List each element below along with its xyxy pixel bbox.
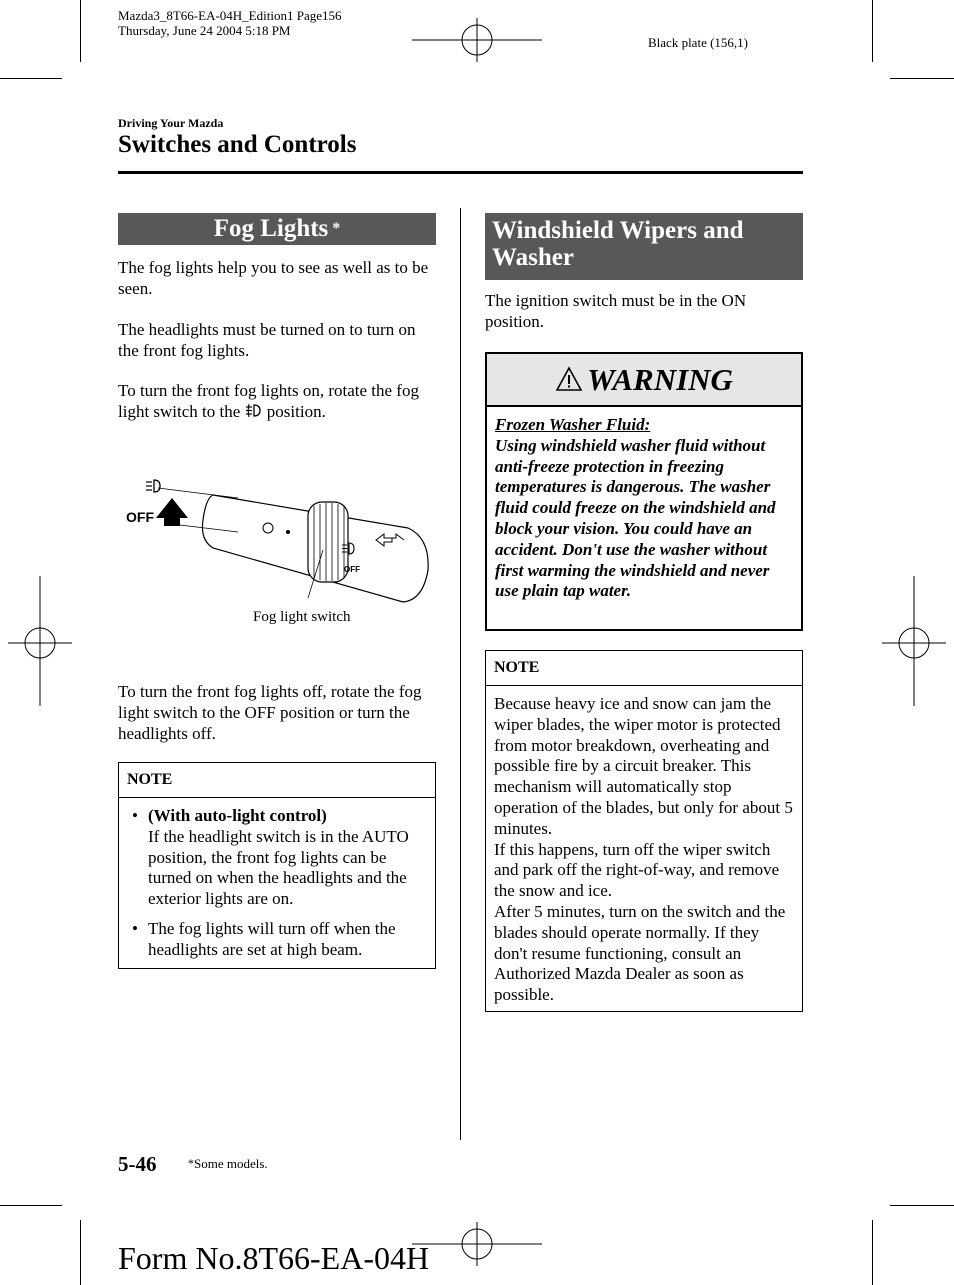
note-list: [127, 806, 427, 961]
form-number: Form No.8T66-EA-04H: [118, 1240, 430, 1276]
fog-lights-title: Fog Lights: [213, 215, 329, 242]
print-date-line: Thursday, June 24 2004 5:18 PM: [118, 23, 291, 38]
fog-para-2: The headlights must be turned on to turn on the front fog lights.: [118, 320, 416, 360]
warning-text: Using windshield washer fluid without anti-freeze protection in freezing temperatures is dangerous. The washer fluid could freeze on the windshield and block your vision. You could have an accident. Don't use the washer without first warming the windshield and never use plain tap water.: [495, 435, 776, 601]
header-rule: [118, 171, 803, 174]
note-item-text: If the headlight switch is in the AUTO position, the front fog lights can be turned on when the headlights and the exterior lights are on.: [148, 826, 409, 909]
footnote-text: Some models.: [194, 1156, 268, 1171]
note-heading: NOTE: [119, 763, 435, 798]
wipers-note-box: [485, 650, 803, 1012]
note-body: [119, 798, 435, 969]
note-paragraph: After 5 minutes, turn on the switch and the blades should operate normally. If they don't resume functioning, consult an Authorized Mazda Dealer as soon as possible.: [494, 901, 786, 1005]
crop-mark: [0, 78, 62, 79]
registration-mark: [412, 18, 542, 62]
note-heading: NOTE: [486, 651, 802, 686]
page-number: 5-46: [118, 1152, 157, 1176]
crop-mark: [872, 0, 873, 62]
crop-mark: [80, 0, 81, 62]
fog-para-1: The fog lights help you to see as well as to be seen.: [118, 258, 429, 298]
list-item: [127, 919, 427, 961]
crop-mark: [890, 1205, 954, 1206]
warning-body: [487, 407, 801, 610]
wipers-title-line-2: Washer: [492, 244, 574, 271]
crop-mark: [890, 78, 954, 79]
crop-mark: [80, 1220, 81, 1285]
warning-triangle-icon: [555, 356, 583, 382]
crop-mark: [0, 1205, 62, 1206]
fog-para-3: [118, 381, 434, 423]
note-body: [486, 686, 802, 1014]
fog-para-3-text: To turn the front fog lights on, rotate the fog light switch to the: [118, 381, 419, 421]
warning-box: [485, 352, 803, 631]
wipers-heading: [485, 213, 803, 280]
fog-para-4: To turn the front fog lights off, rotate the fog light switch to the OFF position or turn the headlights off.: [118, 682, 422, 743]
off-label: OFF: [126, 509, 154, 525]
fog-switch-illustration: [118, 470, 436, 610]
fog-lights-heading: [118, 213, 436, 245]
registration-mark: [412, 1222, 542, 1266]
warning-subtitle: Frozen Washer Fluid:: [495, 415, 651, 434]
registration-mark: [882, 576, 946, 706]
figure-caption: Fog light switch: [253, 609, 351, 625]
wipers-title-line-1: Windshield Wipers and: [492, 217, 744, 244]
up-arrow-icon: [156, 498, 188, 526]
warning-heading: WARNING: [587, 362, 733, 397]
note-paragraph: Because heavy ice and snow can jam the wiper blades, the wiper motor is protected from motor breakdown, overheating and possible fire by a circuit breaker. This mechanism will automatically stop operation of the blades, but only for about 5 minutes.: [494, 694, 793, 838]
fog-light-icon: [146, 480, 160, 492]
fog-light-icon: [245, 402, 263, 419]
plate-label: Black plate (156,1): [648, 35, 748, 50]
registration-mark: [8, 576, 72, 706]
footnote-asterisk: *: [188, 1156, 194, 1170]
section-label: Driving Your Mazda: [118, 116, 224, 130]
note-paragraph: If this happens, turn off the wiper switch and park off the right-of-way, and remove the snow and ice.: [494, 839, 780, 901]
fog-para-3-position: position.: [266, 401, 326, 421]
off-label-ring: OFF: [344, 565, 360, 574]
some-models-asterisk: *: [332, 220, 341, 237]
list-item: [127, 806, 427, 910]
wipers-para-1: The ignition switch must be in the ON position.: [485, 291, 747, 331]
warning-header: [487, 354, 801, 407]
page-title: Switches and Controls: [118, 131, 357, 158]
footnote: [188, 1156, 268, 1172]
fog-note-box: [118, 762, 436, 969]
note-item-bold: (With auto-light control): [148, 806, 327, 825]
crop-mark: [872, 1220, 873, 1285]
note-item-text: The fog lights will turn off when the headlights are set at high beam.: [148, 918, 396, 959]
fog-switch-figure: [118, 470, 436, 630]
print-file-line: Mazda3_8T66-EA-04H_Edition1 Page156: [118, 8, 342, 23]
column-divider: [460, 208, 461, 1140]
